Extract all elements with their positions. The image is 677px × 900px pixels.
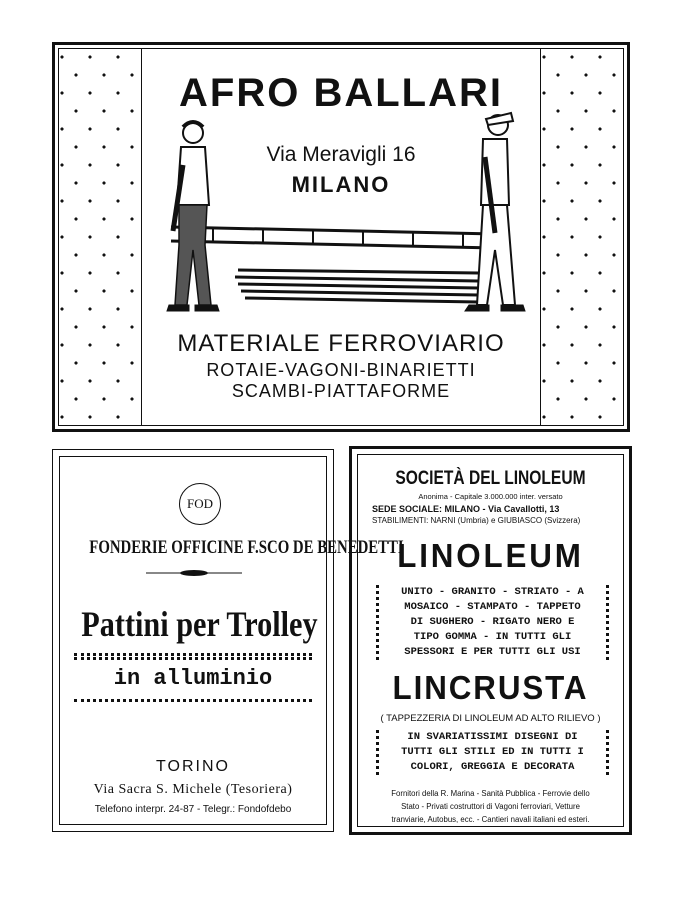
company-capital: Anonima - Capitale 3.000.000 inter. versato <box>418 492 563 501</box>
description-line: IN SVARIATISSIMI DISEGNI DI <box>407 731 578 743</box>
product-line-2: ROTAIE-VAGONI-BINARIETTI <box>206 360 476 380</box>
company-city: TORINO <box>156 758 230 775</box>
description-line: TUTTI GLI STILI ED IN TUTTI I <box>401 746 584 758</box>
suppliers-footer <box>368 787 613 826</box>
linoleum-inner-frame <box>357 454 624 827</box>
registered-office: SEDE SOCIALE: MILANO - Via Cavallotti, 13 <box>372 504 560 514</box>
factories: STABILIMENTI: NARNI (Umbria) e GIUBIASCO (Svizzera) <box>372 516 581 525</box>
advertiser-name: AFRO BALLARI <box>179 71 503 115</box>
dotted-divider-top <box>74 653 312 656</box>
footer-line: Fornitori della R. Marina - Sanità Pubblica - Ferrovie dello <box>391 789 590 798</box>
product-line-3: SCAMBI-PIATTAFORME <box>231 381 451 401</box>
linoleum-headline: LINOLEUM <box>397 537 584 574</box>
company-address: Via Sacra S. Michele (Tesoriera) <box>93 782 293 797</box>
ballari-center-panel <box>143 45 539 429</box>
right-dot-pattern-panel <box>540 48 624 426</box>
lincrusta-subtitle: ( TAPPEZZERIA DI LINOLEUM AD ALTO RILIEVO ) <box>380 713 601 724</box>
fonderie-inner-frame <box>59 456 404 825</box>
fod-logo-emblem: FOD <box>179 483 221 525</box>
footer-line: Stato - Privati costruttori di Vagoni ferroviari, Vetture <box>401 802 580 811</box>
description-line: SPESSORI E PER TUTTI GLI USI <box>404 646 581 658</box>
description-line: MOSAICO - STAMPATO - TAPPETO <box>404 601 581 613</box>
workers-carrying-rails-illustration <box>143 105 545 345</box>
linoleum-description <box>376 585 609 660</box>
advertiser-street: Via Meravigli 16 <box>266 143 416 166</box>
linoleum-advertisement <box>349 446 632 835</box>
lincrusta-description <box>376 730 609 775</box>
left-dot-pattern-panel <box>58 48 142 426</box>
ballari-advertisement <box>52 42 630 432</box>
ornament-divider-icon <box>146 569 242 577</box>
description-line: UNITO - GRANITO - STRIATO - A <box>401 586 584 598</box>
lincrusta-headline: LINCRUSTA <box>392 669 589 706</box>
dotted-divider-top-2 <box>74 657 312 660</box>
description-line: COLORI, GREGGIA E DECORATA <box>410 761 575 773</box>
product-material: in alluminio <box>113 666 273 691</box>
fonderie-advertisement <box>52 449 404 832</box>
description-line: TIPO GOMMA - IN TUTTI GLI <box>413 631 572 643</box>
description-line: DI SUGHERO - RIGATO NERO E <box>410 616 575 628</box>
company-title: SOCIETÀ DEL LINOLEUM <box>395 468 586 489</box>
dotted-divider-bottom <box>74 699 312 702</box>
company-phone: Telefono interpr. 24-87 - Telegr.: Fondofdebo <box>94 804 292 815</box>
company-name: FONDERIE OFFICINE F.SCO DE BENEDETTI <box>89 537 404 558</box>
advertiser-city: MILANO <box>291 172 391 197</box>
footer-line: tranviarie, Autobus, ecc. - Cantieri navali italiani ed esteri. <box>391 815 590 824</box>
product-line-1: MATERIALE FERROVIARIO <box>177 330 505 357</box>
product-headline: Pattini per Trolley <box>81 604 318 644</box>
